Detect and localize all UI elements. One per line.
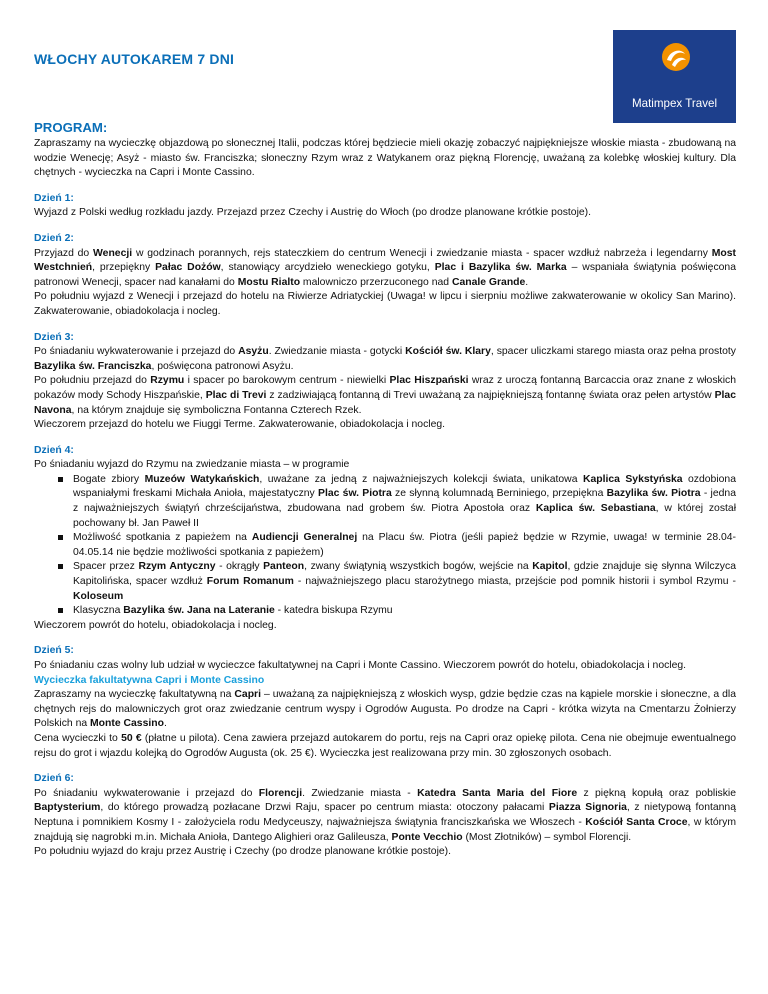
text-run: w godzinach porannych, rejs stateczkiem do centrum Wenecji i zwiedzanie miasta - spacer wzdłuż nabrzeża i legendarny	[132, 247, 712, 259]
excursion-paragraph	[34, 732, 736, 761]
day-section-4	[34, 444, 736, 634]
bold-place-name: Kapitol	[532, 561, 568, 573]
text-run: Spacer przez	[73, 561, 139, 573]
text-run: Zapraszamy na wycieczkę fakultatywną na	[34, 689, 235, 701]
bold-place-name: Bazylika św. Piotra	[606, 488, 701, 500]
day-paragraph: Po południu wyjazd do kraju przez Austrię i Czechy (po drodze planowane krótkie postoje).	[34, 846, 452, 858]
day-heading: Dzień 1:	[34, 192, 74, 204]
bold-place-name: Kaplica św. Sebastiana	[535, 503, 656, 515]
text-run: (płatne u pilota). Cena zawiera przejazd autokarem do portu, rejs na Capri oraz opiekę pilota. Cena nie obejmuje ewentualnego rejsu do grot i wjazdu kolejką do Ogrodów Augusta (ok. 25 €). Wycieczka jest realizowana przy min. 30 zgłoszonych osobach.	[34, 732, 736, 759]
bold-place-name: Most Westchnień	[34, 247, 736, 274]
text-run: Przyjazd do	[34, 247, 94, 259]
text-run: , zwany świątynią wszystkich bogów, wejście na	[304, 561, 533, 573]
day-section-6	[34, 772, 736, 860]
text-run: - jedna z najważniejszych świątyń chrześcijaństwa, zbudowana nad grobem św. Piotra Apostoła oraz	[73, 488, 736, 515]
text-run: . Zwiedzanie miasta -	[302, 787, 418, 799]
day-heading: Dzień 5:	[34, 645, 74, 657]
bold-place-name: Rzym Antyczny	[138, 561, 216, 573]
bold-place-name: Pałac Dożów	[155, 262, 221, 274]
day-heading: Dzień 6:	[34, 773, 74, 785]
day-heading: Dzień 3:	[34, 331, 74, 343]
program-content	[34, 120, 736, 860]
text-run: Po śniadaniu wykwaterowanie i przejazd do	[34, 787, 259, 799]
program-intro: Zapraszamy na wycieczkę objazdową po słonecznej Italii, podczas której będziecie mieli okazję zobaczyć najpiękniejsze włoskie miasta - zbudowaną na wodzie Wenecję; Asyż - miasto św. Franciszka; słoneczny Rzym wraz z Watykanem oraz piękną Florencję, uważaną za kolebkę włoskiej kultury. Dla chętnych - wycieczka na Capri i Monte Cassino.	[34, 138, 736, 179]
text-run: , do którego prowadzą pozłacane Drzwi Raju, spacer po centrum miasta: otoczony pałacami	[100, 802, 549, 814]
day-section-3	[34, 331, 736, 433]
text-run: ze słynną kolumnadą Berniniego, przepiękna	[391, 488, 607, 500]
bold-place-name: Bazylika św. Franciszka	[34, 360, 152, 372]
bold-place-name: Katedra Santa Maria del Fiore	[417, 787, 578, 799]
day-list	[34, 192, 736, 860]
bold-place-name: Plac św. Piotra	[318, 488, 392, 500]
text-run: – wspaniała świątynia poświęcona patronowi Wenecji, spacer nad kanałami do	[34, 262, 736, 288]
bold-place-name: Koloseum	[73, 590, 124, 602]
sightseeing-item	[34, 604, 736, 619]
text-run: Możliwość spotkania z papieżem na	[73, 532, 252, 544]
logo-brand-text: Matimpex Travel	[631, 97, 718, 111]
program-heading: PROGRAM:	[34, 120, 108, 135]
excursion-paragraph	[34, 688, 736, 732]
text-run: , gdzie znajduje się słynna Wilczyca Kapitolińska, spacer wzdłuż	[73, 561, 736, 588]
text-run: – uważaną za najpiękniejszą z włoskich wysp, gdzie będzie czas na kąpiele morskie i słoneczne, a dla chętnych rejs do malowniczych grot oraz zwiedzanie centrum wyspy i Ogrodów Augusta. Po drodze na Capri - krótka wizyta na Cmentarzu Żołnierzy Polskich na	[34, 689, 736, 730]
bold-place-name: Plac Hiszpański	[389, 375, 469, 387]
text-run: - najważniejszego placu starożytnego miasta, przejście pod pomnik historii i symbol Rzymu -	[293, 576, 736, 588]
bold-place-name: Rzymu	[150, 375, 185, 387]
text-run: Po śniadaniu wykwaterowanie i przejazd do	[34, 346, 239, 358]
text-run: ozdobiona wspaniałymi freskami Michała Anioła, majestatyczny	[73, 473, 736, 500]
bold-place-name: Baptysterium	[34, 802, 101, 814]
document-title: WŁOCHY AUTOKAREM 7 DNI	[34, 51, 235, 67]
sightseeing-item	[34, 531, 736, 560]
text-run: . Zwiedzanie miasta - gotycki	[268, 346, 406, 358]
company-logo	[613, 30, 736, 123]
day-outro: Wieczorem powrót do hotelu, obiadokolacja i nocleg.	[34, 619, 277, 631]
bold-place-name: Muzeów Watykańskich	[144, 473, 260, 485]
day-paragraph: Po śniadaniu czas wolny lub udział w wycieczce fakultatywnej na Capri i Monte Cassino. Wieczorem powrót do hotelu, obiadokolacja i nocleg.	[34, 660, 687, 671]
sightseeing-list	[34, 473, 736, 619]
text-run: - katedra biskupa Rzymu	[274, 605, 393, 617]
bold-place-name: Wenecji	[93, 247, 133, 259]
bold-place-name: Kościół św. Klary	[405, 346, 491, 358]
text-run: , z nietypową fontanną Neptuna i pomnikiem Kosmy I - założyciela rodu Medyceuszy, najważniejsza świątynia franciszkańska we Włoszech -	[34, 802, 736, 828]
text-run: , na którym znajduje się symboliczna Fontanna Czterech Rzek.	[71, 404, 362, 416]
sightseeing-item	[34, 560, 736, 604]
sun-swirl-icon	[659, 40, 693, 74]
bold-place-name: Forum Romanum	[206, 576, 294, 588]
day-paragraph	[34, 247, 736, 291]
text-run: Cena wycieczki to	[34, 732, 122, 744]
text-run: z zadziwiającą fontanną di Trevi uważaną za najpiękniejszą fontannę świata oraz pełen artystów	[266, 389, 715, 401]
text-run: Po południu przejazd do	[34, 375, 151, 387]
bold-place-name: 50 €	[121, 732, 142, 744]
text-run: (Most Złotników) – symbol Florencji.	[462, 831, 632, 843]
text-run: z piękną kopułą oraz pobliskie	[577, 787, 737, 799]
text-run: .	[525, 276, 529, 288]
text-run: Klasyczna	[73, 605, 124, 617]
day-paragraph: Po południu wyjazd z Wenecji i przejazd do hotelu na Riwierze Adriatyckiej (Uwaga! w lipcu i sierpniu możliwe zakwaterowanie w okolicy San Marino). Zakwaterowanie, obiadokolacja i nocleg.	[34, 291, 736, 317]
day-paragraph	[34, 345, 736, 374]
bold-place-name: Kaplica Sykstyńska	[582, 473, 683, 485]
bold-place-name: Asyżu	[238, 346, 269, 358]
day-heading: Dzień 2:	[34, 232, 74, 244]
bold-place-name: Monte Cassino	[90, 718, 164, 730]
bold-place-name: Audiencji Generalnej	[251, 532, 358, 544]
sightseeing-item	[34, 473, 736, 531]
text-run: , poświęcona patronowi Asyżu.	[151, 360, 294, 372]
bold-place-name: Mostu Rialto	[237, 276, 301, 288]
day-paragraph: Wyjazd z Polski według rozkładu jazdy. Przejazd przez Czechy i Austrię do Włoch (po drodze planowane krótkie postoje).	[34, 207, 592, 219]
text-run: , spacer uliczkami starego miasta oraz pełna prostoty	[490, 346, 736, 358]
bold-place-name: Plac Navona	[34, 389, 736, 416]
excursion-heading: Wycieczka fakultatywna Capri i Monte Cassino	[34, 674, 265, 686]
day-section-2	[34, 232, 736, 320]
day-intro: Po śniadaniu wyjazd do Rzymu na zwiedzanie miasta – w programie	[34, 459, 350, 471]
bold-place-name: Panteon	[263, 561, 305, 573]
day-paragraph	[34, 374, 736, 418]
text-run: i spacer po barokowym centrum - niewielki	[184, 375, 390, 387]
text-run: Bogate zbiory	[73, 473, 145, 485]
day-paragraph	[34, 787, 736, 845]
text-run: na Placu św. Piotra (jeśli papież będzie w Rzymie, uwaga! w terminie 28.04-04.05.14 nie będzie możliwości spotkania z papieżem)	[73, 532, 737, 558]
day-section-5	[34, 644, 736, 761]
bold-place-name: Capri	[234, 689, 261, 701]
day-section-1	[34, 192, 736, 221]
bold-place-name: Kościół Santa Croce	[585, 816, 688, 828]
text-run: .	[163, 718, 167, 730]
bold-place-name: Plac i Bazylika św. Marka	[434, 262, 567, 274]
bold-place-name: Plac di Trevi	[205, 389, 267, 401]
text-run: , przepiękny	[92, 262, 156, 274]
text-run: , uważane za jedną z najważniejszych kolekcji świata, unikatowa	[259, 473, 583, 485]
bold-place-name: Piazza Signoria	[548, 802, 627, 814]
day-heading: Dzień 4:	[34, 444, 74, 456]
bold-place-name: Florencji	[258, 787, 303, 799]
text-run: malowniczo przerzuconego nad	[300, 276, 452, 288]
text-run: wraz z uroczą fontanną Barcaccia oraz znane z włoskich pokazów mody Schody Hiszpańskie,	[34, 375, 736, 401]
bold-place-name: Ponte Vecchio	[391, 831, 463, 843]
text-run: , w której został pochowany bł. Jan Paweł II	[73, 503, 737, 529]
day-paragraph: Wieczorem przejazd do hotelu we Fiuggi Terme. Zakwaterowanie, obiadokolacja i nocleg.	[34, 419, 446, 431]
bold-place-name: Bazylika św. Jana na Lateranie	[123, 605, 275, 617]
bold-place-name: Canale Grande	[451, 276, 526, 288]
text-run: , stanowiący arcydzieło weneckiego gotyku,	[220, 262, 435, 274]
text-run: , w którym znajdują się nagrobki m.in. Michała Anioła, Dantego Alighieri oraz Galileusza,	[34, 816, 736, 843]
text-run: - okrągły	[215, 561, 264, 573]
